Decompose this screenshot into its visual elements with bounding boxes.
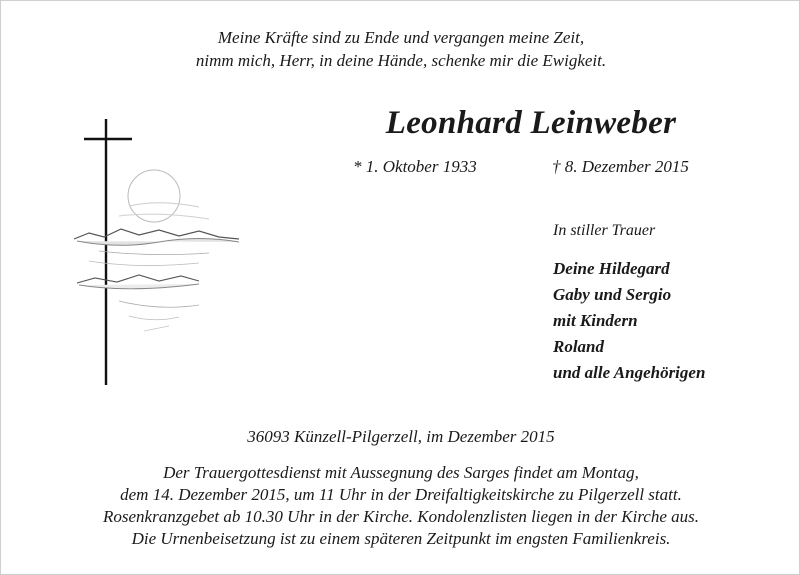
- deceased-name: Leonhard Leinweber: [385, 105, 677, 141]
- mourner-name: mit Kindern: [553, 311, 638, 330]
- service-line: Die Urnenbeisetzung ist zu einem späteren Zeitpunkt im engsten Familienkreis.: [131, 529, 671, 548]
- motto-line-2: nimm mich, Herr, in deine Hände, schenke mir die Ewigkeit.: [195, 51, 607, 70]
- mourning-intro: In stiller Trauer: [553, 222, 656, 239]
- sunset-landscape-illustration: [74, 170, 239, 331]
- place-date: 36093 Künzell-Pilgerzell, im Dezember 2015: [247, 427, 555, 446]
- service-line: Der Trauergottesdienst mit Aussegnung des Sarges findet am Montag,: [163, 463, 639, 482]
- service-details: [1, 462, 800, 550]
- mourner-name: und alle Angehörigen: [553, 363, 706, 382]
- mourner-name: Deine Hildegard: [553, 259, 670, 278]
- mourner-name: Gaby und Sergio: [553, 285, 672, 304]
- memorial-artwork: [59, 111, 259, 391]
- service-line: dem 14. Dezember 2015, um 11 Uhr in der Dreifaltigkeitskirche zu Pilgerzell statt.: [120, 485, 682, 504]
- birth-date: * 1. Oktober 1933: [353, 157, 477, 176]
- death-date: † 8. Dezember 2015: [552, 157, 689, 176]
- mourner-name: Roland: [553, 337, 605, 356]
- motto-line-1: Meine Kräfte sind zu Ende und vergangen meine Zeit,: [217, 28, 585, 47]
- mourners-list: [553, 256, 705, 386]
- service-line: Rosenkranzgebet ab 10.30 Uhr in der Kirche. Kondolenzlisten liegen in der Kirche aus.: [102, 507, 700, 526]
